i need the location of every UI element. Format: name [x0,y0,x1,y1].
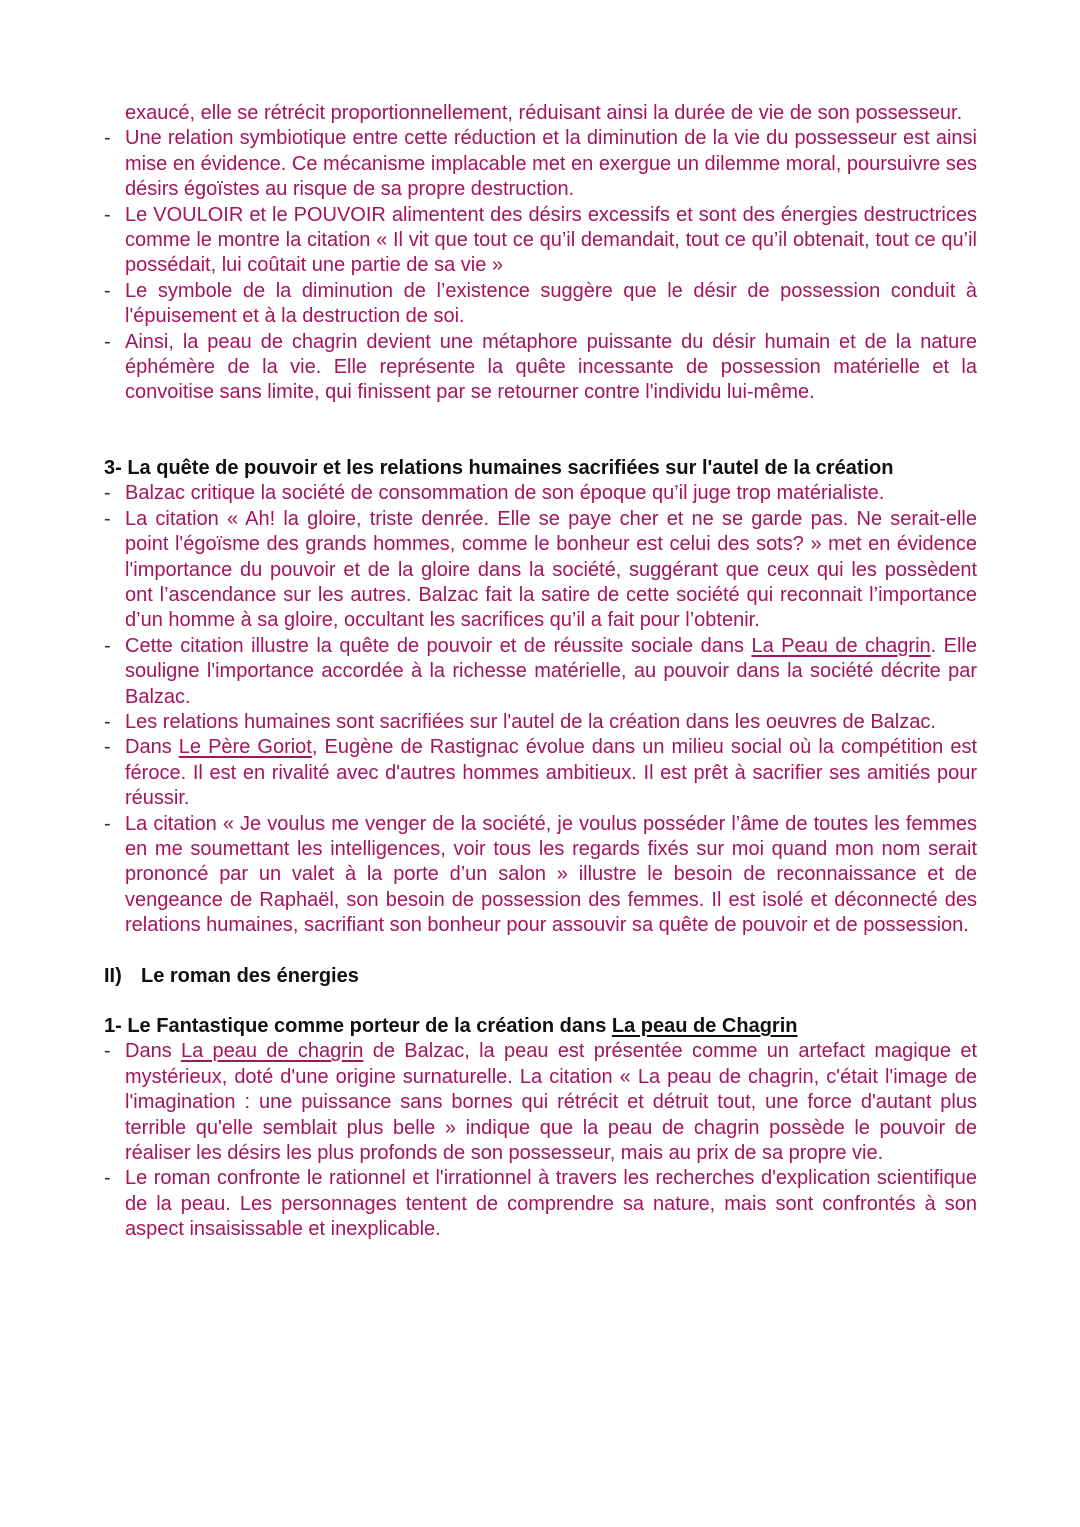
list-item: - Une relation symbiotique entre cette réduction et la diminution de la vie du possesseur est ainsi mise en évidence. Ce mécanisme implacable met en exergue un dilemme moral, poursuivre ses désirs égoïstes au risque de sa propre destruction. [104,126,977,202]
text-run: , Eugène de Rastignac évolue dans un milieu social où la compétition est féroce. Il est en rivalité avec d'autres hommes ambitieux. Il est prêt à sacrifier ses amitiés pour réussir. [125,736,978,810]
section3-list [104,481,977,938]
list-item: - Le VOULOIR et le POUVOIR alimentent des désirs excessifs et sont des énergies destructrices comme le montre la citation « Il vit que tout ce qu’il demandait, tout ce qu’il obtenait, tout ce qu’il possédait, lui coûtait une partie de sa vie » [104,203,977,279]
text-run: Cette citation illustre la quête de pouvoir et de réussite sociale dans [125,634,752,657]
work-title: La peau de chagrin [180,1040,364,1063]
section3-heading: 3- La quête de pouvoir et les relations humaines sacrifiées sur l'autel de la création [104,456,894,479]
text-run: . Elle souligne l'importance accordée à la richesse matérielle, au pouvoir dans la société décrite par Balzac. [125,634,978,708]
list-item [104,735,977,811]
list-item: - La citation « Je voulus me venger de la société, je voulus posséder l’âme de toutes les femmes en me soumettant les intelligences, voir tous les regards fixés sur moi quand mon nom serait prononcé par un valet à la porte d’un salon » illustre le besoin de reconnaissance et de vengeance de Raphaël, son besoin de possession des femmes. Il est isolé et déconnecté des relations humaines, sacrifiant son bonheur pour assouvir sa quête de pouvoir et de possession. [104,812,977,939]
list-item: - Ainsi, la peau de chagrin devient une métaphore puissante du désir humain et de la nature éphémère de la vie. Elle représente la quête incessante de possession matérielle et la convoitise sans limite, qui finissent par se retourner contre l'individu lui-même. [104,330,977,406]
work-title: Le Père Goriot [178,736,312,759]
list-item: - Les relations humaines sont sacrifiées sur l'autel de la création dans les oeuvres de Balzac. [104,710,977,735]
part-number: II) [104,964,122,987]
text-run: Dans [125,736,179,759]
text-run: de Balzac, la peau est présentée comme un artefact magique et mystérieux, doté d'une origine surnaturelle. La citation « La peau de chagrin, c'était l'image de l'imagination : une puissance sans bornes qui rétrécit et détruit tout, une force d'autant plus terrible qu'elle semblait plus belle » indique que la peau de chagrin possède le pouvoir de réaliser les désirs les plus profonds de son possesseur, mais au prix de sa propre vie. [125,1040,978,1165]
section1b-heading [104,1014,977,1039]
list-item [104,634,977,710]
intro-continuation: exaucé, elle se rétrécit proportionnellement, réduisant ainsi la durée de vie de son possesseur. [125,102,963,124]
list-item: - Le roman confronte le rationnel et l'irrationnel à travers les recherches d'explication scientifique de la peau. Les personnages tentent de comprendre sa nature, mais sont confrontés à son aspect insaisissable et inexplicable. [104,1166,977,1242]
list-item: - La citation « Ah! la gloire, triste denrée. Elle se paye cher et ne se garde pas. Ne serait-elle point l'égoïsme des grands hommes, comme le bonheur est celui des sots? » met en évidence l'importance du pouvoir et de la gloire dans la société, suggérant que ceux qui les possèdent ont l’ascendance sur les autres. Balzac fait la satire de cette société qui reconnait l’importance d’un homme à sa gloire, occultant les sacrifices qu’il a fait pour l’obtenir. [104,507,977,634]
section1b-list [104,1039,977,1242]
list-item: - Balzac critique la société de consommation de son époque qu’il juge trop matérialiste. [104,481,977,506]
work-title: La Peau de chagrin [751,634,931,657]
work-title: La peau de Chagrin [611,1015,798,1037]
text-run: Dans [125,1040,181,1063]
list-item: - Le symbole de la diminution de l’existence suggère que le désir de possession conduit à l'épuisement et à la destruction de soi. [104,279,977,330]
document-page [104,101,977,1243]
list-item [104,1039,977,1166]
section2-list [104,126,977,405]
part2-heading [104,964,977,989]
part-title: Le roman des énergies [141,964,359,987]
heading-text: 1- Le Fantastique comme porteur de la création dans [104,1015,612,1037]
